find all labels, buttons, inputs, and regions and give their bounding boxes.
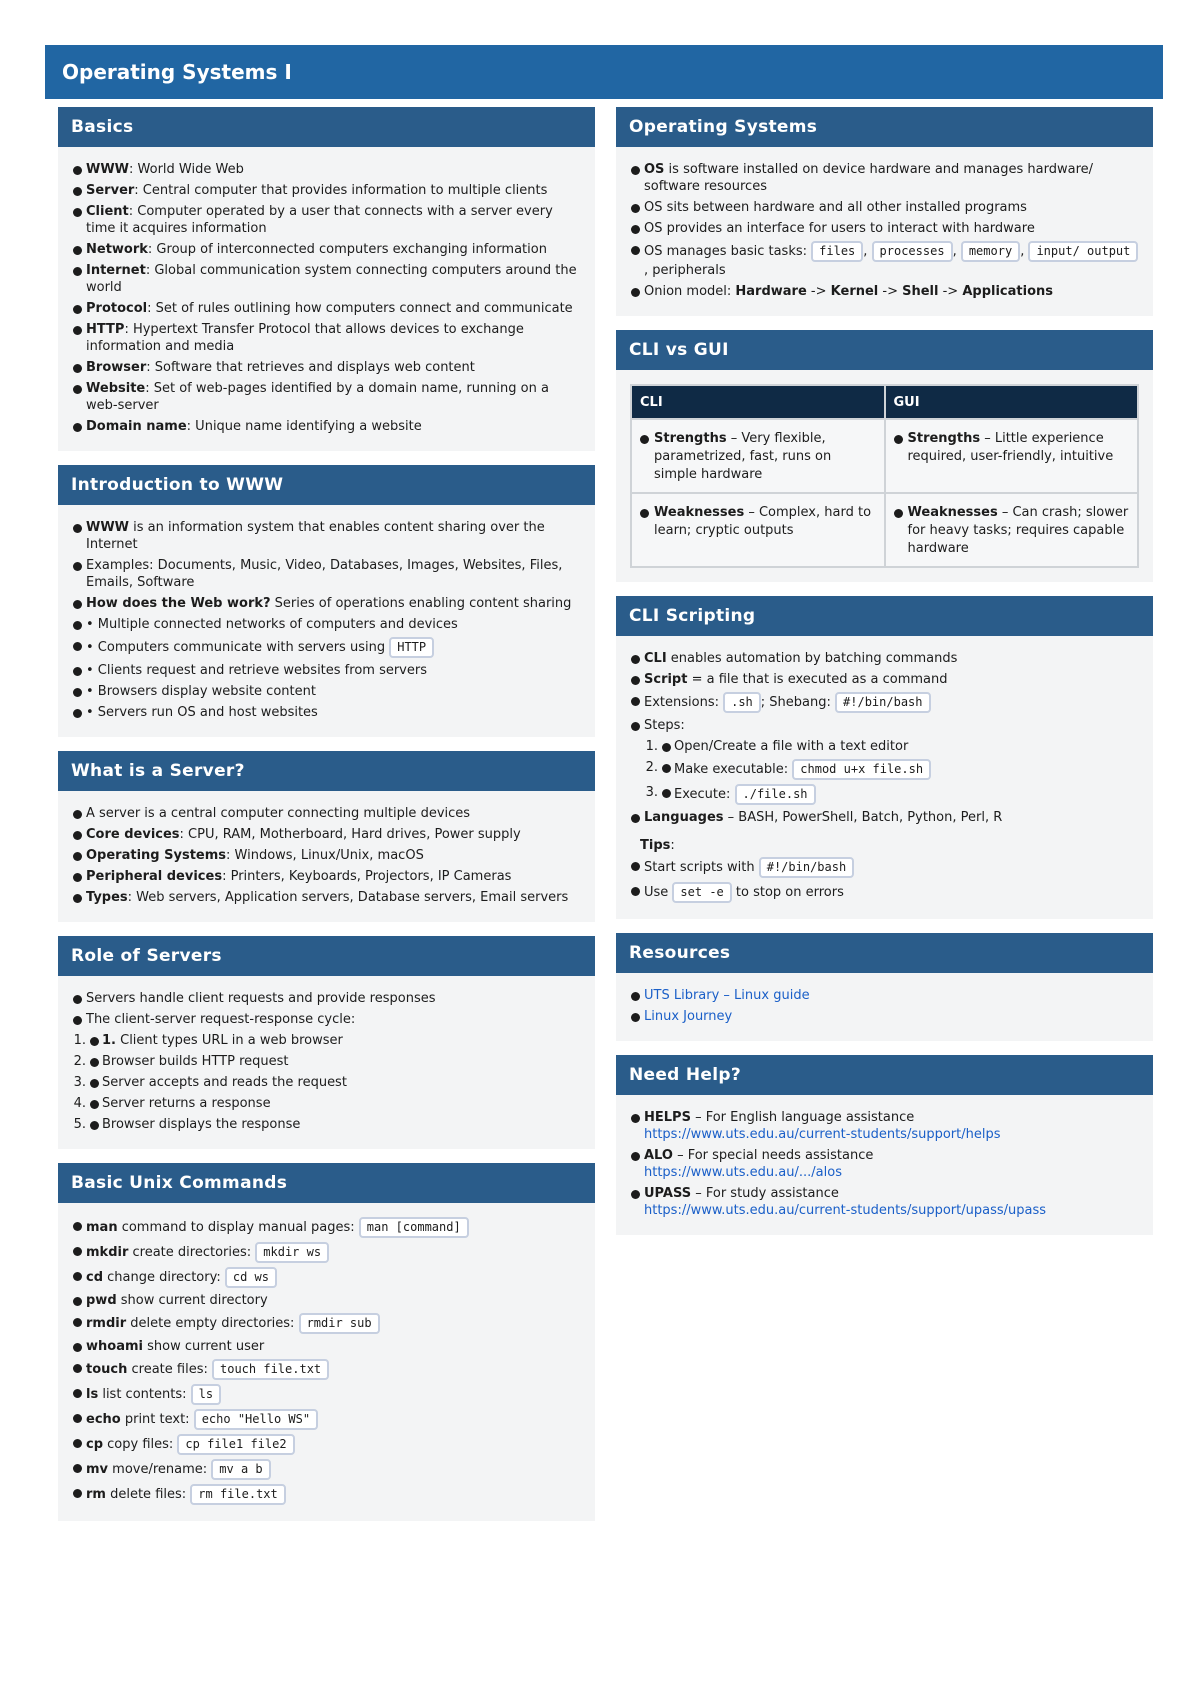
list-item: cd change directory: cd ws xyxy=(72,1267,581,1288)
list-item: OS manages basic tasks: files , processes , memory , input/ output, peripherals xyxy=(630,241,1139,279)
section-unix-commands xyxy=(58,1163,595,1521)
code-snippet: mkdir ws xyxy=(255,1242,329,1263)
basics-list xyxy=(72,161,581,435)
role-list xyxy=(72,990,581,1028)
list-item: Website: Set of web-pages identified by a domain name, running on a web-server xyxy=(72,380,581,414)
list-item: mkdir create directories: mkdir ws xyxy=(72,1242,581,1263)
list-item: Core devices: CPU, RAM, Motherboard, Hard drives, Power supply xyxy=(72,826,581,843)
list-item: Network: Group of interconnected computers exchanging information xyxy=(72,241,581,258)
left-column xyxy=(58,107,595,1535)
help-list xyxy=(630,1109,1139,1219)
list-item: WWW is an information system that enables content sharing over the Internet xyxy=(72,519,581,553)
list-item: Types: Web servers, Application servers, Database servers, Email servers xyxy=(72,889,581,906)
list-item: CLI enables automation by batching commands xyxy=(630,650,1139,667)
help-link[interactable]: https://www.uts.edu.au/current-students/support/helps xyxy=(644,1127,1001,1142)
intro-list xyxy=(72,519,581,721)
table-cell: Strengths – Very flexible, parametrized, fast, runs on simple hardware xyxy=(631,419,885,493)
table-cell: Weaknesses – Complex, hard to learn; cryptic outputs xyxy=(631,493,885,567)
list-item: whoami show current user xyxy=(72,1338,581,1355)
list-item: Examples: Documents, Music, Video, Databases, Images, Websites, Files, Emails, Software xyxy=(72,557,581,591)
section-basics xyxy=(58,107,595,451)
code-snippet: #!/bin/bash xyxy=(759,857,854,878)
list-item: HELPS – For English language assistance https://www.uts.edu.au/current-students/support/helps xyxy=(630,1109,1139,1143)
code-snippet: processes xyxy=(872,241,953,262)
section-need-help xyxy=(616,1055,1153,1235)
list-item: • Computers communicate with servers using HTTP xyxy=(72,637,581,658)
unix-list xyxy=(72,1217,581,1505)
tips-label: Tips: xyxy=(640,838,675,853)
list-item: Peripheral devices: Printers, Keyboards, Projectors, IP Cameras xyxy=(72,868,581,885)
section-heading: Basic Unix Commands xyxy=(58,1163,595,1203)
list-item: Domain name: Unique name identifying a website xyxy=(72,418,581,435)
code-snippet: #!/bin/bash xyxy=(835,692,930,713)
os-list xyxy=(630,161,1139,300)
step-item: 4. Server returns a response xyxy=(73,1096,271,1111)
list-item: OS provides an interface for users to interact with hardware xyxy=(630,220,1139,237)
list-item: OS sits between hardware and all other installed programs xyxy=(630,199,1139,216)
list-item xyxy=(630,987,1139,1004)
table-row xyxy=(631,419,1138,493)
list-item: Languages – BASH, PowerShell, Batch, Python, Perl, R xyxy=(630,809,1139,826)
cycle-steps xyxy=(72,1032,581,1133)
section-heading: What is a Server? xyxy=(58,751,595,791)
list-item: The client-server request-response cycle: xyxy=(72,1011,581,1028)
list-item: cp copy files: cp file1 file2 xyxy=(72,1434,581,1455)
table-cell: Weaknesses – Can crash; slower for heavy tasks; requires capable hardware xyxy=(885,493,1139,567)
list-item: touch create files: touch file.txt xyxy=(72,1359,581,1380)
page-title: Operating Systems I xyxy=(45,45,1163,99)
list-item: Client: Computer operated by a user that connects with a server every time it acquires information xyxy=(72,203,581,237)
list-item: Onion model: Hardware -> Kernel -> Shell -> Applications xyxy=(630,283,1139,300)
section-heading: Operating Systems xyxy=(616,107,1153,147)
list-item: man command to display manual pages: man [command] xyxy=(72,1217,581,1238)
step-item: 3. Execute: ./file.sh xyxy=(644,784,1139,805)
list-item: • Clients request and retrieve websites from servers xyxy=(72,662,581,679)
table-header-cli: CLI xyxy=(631,385,885,419)
list-item: Steps: 1. Open/Create a file with a text editor 2. Make executable: chmod u+x file.sh 3. Execute: ./file.sh xyxy=(630,717,1139,805)
list-item: Operating Systems: Windows, Linux/Unix, macOS xyxy=(72,847,581,864)
code-snippet: mv a b xyxy=(211,1459,270,1480)
list-item: UPASS – For study assistance https://www.uts.edu.au/current-students/support/upass/upass xyxy=(630,1185,1139,1219)
code-snippet: echo "Hello WS" xyxy=(194,1409,318,1430)
scripting-list xyxy=(630,650,1139,826)
server-list xyxy=(72,805,581,906)
list-item: • Browsers display website content xyxy=(72,683,581,700)
list-item: rm delete files: rm file.txt xyxy=(72,1484,581,1505)
list-item: echo print text: echo "Hello WS" xyxy=(72,1409,581,1430)
section-heading: CLI Scripting xyxy=(616,596,1153,636)
code-snippet: files xyxy=(811,241,863,262)
code-snippet: cd ws xyxy=(225,1267,277,1288)
resources-list xyxy=(630,987,1139,1025)
tips-list xyxy=(630,857,1139,903)
list-item: HTTP: Hypertext Transfer Protocol that allows devices to exchange information and media xyxy=(72,321,581,355)
code-snippet: cp file1 file2 xyxy=(177,1434,294,1455)
section-role-of-servers xyxy=(58,936,595,1149)
section-resources xyxy=(616,933,1153,1041)
list-item: Server: Central computer that provides information to multiple clients xyxy=(72,182,581,199)
code-snippet: memory xyxy=(961,241,1020,262)
list-item: ls list contents: ls xyxy=(72,1384,581,1405)
list-item: A server is a central computer connecting multiple devices xyxy=(72,805,581,822)
list-item: ALO – For special needs assistance https://www.uts.edu.au/.../alos xyxy=(630,1147,1139,1181)
help-link[interactable]: https://www.uts.edu.au/.../alos xyxy=(644,1165,842,1180)
code-snippet: rmdir sub xyxy=(299,1313,380,1334)
step-item: 2. Make executable: chmod u+x file.sh xyxy=(644,759,1139,780)
section-cli-vs-gui xyxy=(616,330,1153,582)
section-intro-www xyxy=(58,465,595,737)
section-heading: CLI vs GUI xyxy=(616,330,1153,370)
list-item: Script = a file that is executed as a command xyxy=(630,671,1139,688)
help-link[interactable]: https://www.uts.edu.au/current-students/support/upass/upass xyxy=(644,1203,1046,1218)
list-item: Start scripts with #!/bin/bash xyxy=(630,857,1139,878)
list-item: • Servers run OS and host websites xyxy=(72,704,581,721)
list-item: mv move/rename: mv a b xyxy=(72,1459,581,1480)
code-snippet: input/ output xyxy=(1028,241,1138,262)
table-row xyxy=(631,493,1138,567)
list-item: Internet: Global communication system connecting computers around the world xyxy=(72,262,581,296)
step-item: 2. Browser builds HTTP request xyxy=(73,1054,289,1069)
resource-link[interactable]: UTS Library – Linux guide xyxy=(644,988,810,1003)
section-operating-systems xyxy=(616,107,1153,316)
section-heading: Need Help? xyxy=(616,1055,1153,1095)
section-heading: Basics xyxy=(58,107,595,147)
list-item: How does the Web work? Series of operations enabling content sharing xyxy=(72,595,581,612)
table-cell: Strengths – Little experience required, user-friendly, intuitive xyxy=(885,419,1139,493)
section-heading: Role of Servers xyxy=(58,936,595,976)
list-item: Servers handle client requests and provide responses xyxy=(72,990,581,1007)
code-snippet: touch file.txt xyxy=(212,1359,329,1380)
list-item: rmdir delete empty directories: rmdir sub xyxy=(72,1313,581,1334)
step-item: 1. Open/Create a file with a text editor xyxy=(645,739,909,754)
step-item: 3. Server accepts and reads the request xyxy=(73,1075,347,1090)
code-snippet: man [command] xyxy=(359,1217,469,1238)
cli-gui-table xyxy=(630,384,1139,568)
list-item: Use set -e to stop on errors xyxy=(630,882,1139,903)
code-snippet: ./file.sh xyxy=(735,784,816,805)
list-item: • Multiple connected networks of computers and devices xyxy=(72,616,581,633)
list-item: Protocol: Set of rules outlining how computers connect and communicate xyxy=(72,300,581,317)
list-item: pwd show current directory xyxy=(72,1292,581,1309)
section-cli-scripting xyxy=(616,596,1153,919)
step-item: 5. Browser displays the response xyxy=(73,1117,301,1132)
code-snippet: chmod u+x file.sh xyxy=(792,759,931,780)
section-what-is-server xyxy=(58,751,595,922)
section-heading: Resources xyxy=(616,933,1153,973)
code-snippet: set -e xyxy=(672,882,731,903)
list-item xyxy=(630,1008,1139,1025)
code-snippet: .sh xyxy=(723,692,761,713)
table-header-gui: GUI xyxy=(885,385,1139,419)
code-snippet: rm file.txt xyxy=(190,1484,285,1505)
list-item: Browser: Software that retrieves and displays web content xyxy=(72,359,581,376)
script-steps xyxy=(644,738,1139,805)
right-column xyxy=(616,107,1153,1249)
list-item: OS is software installed on device hardware and manages hardware/ software resources xyxy=(630,161,1139,195)
resource-link[interactable]: Linux Journey xyxy=(644,1009,733,1024)
list-item: WWW: World Wide Web xyxy=(72,161,581,178)
step-item: 1. 1. Client types URL in a web browser xyxy=(73,1033,343,1048)
list-item: Extensions: .sh ; Shebang: #!/bin/bash xyxy=(630,692,1139,713)
section-heading: Introduction to WWW xyxy=(58,465,595,505)
code-snippet: HTTP xyxy=(389,637,434,658)
code-snippet: ls xyxy=(191,1384,221,1405)
